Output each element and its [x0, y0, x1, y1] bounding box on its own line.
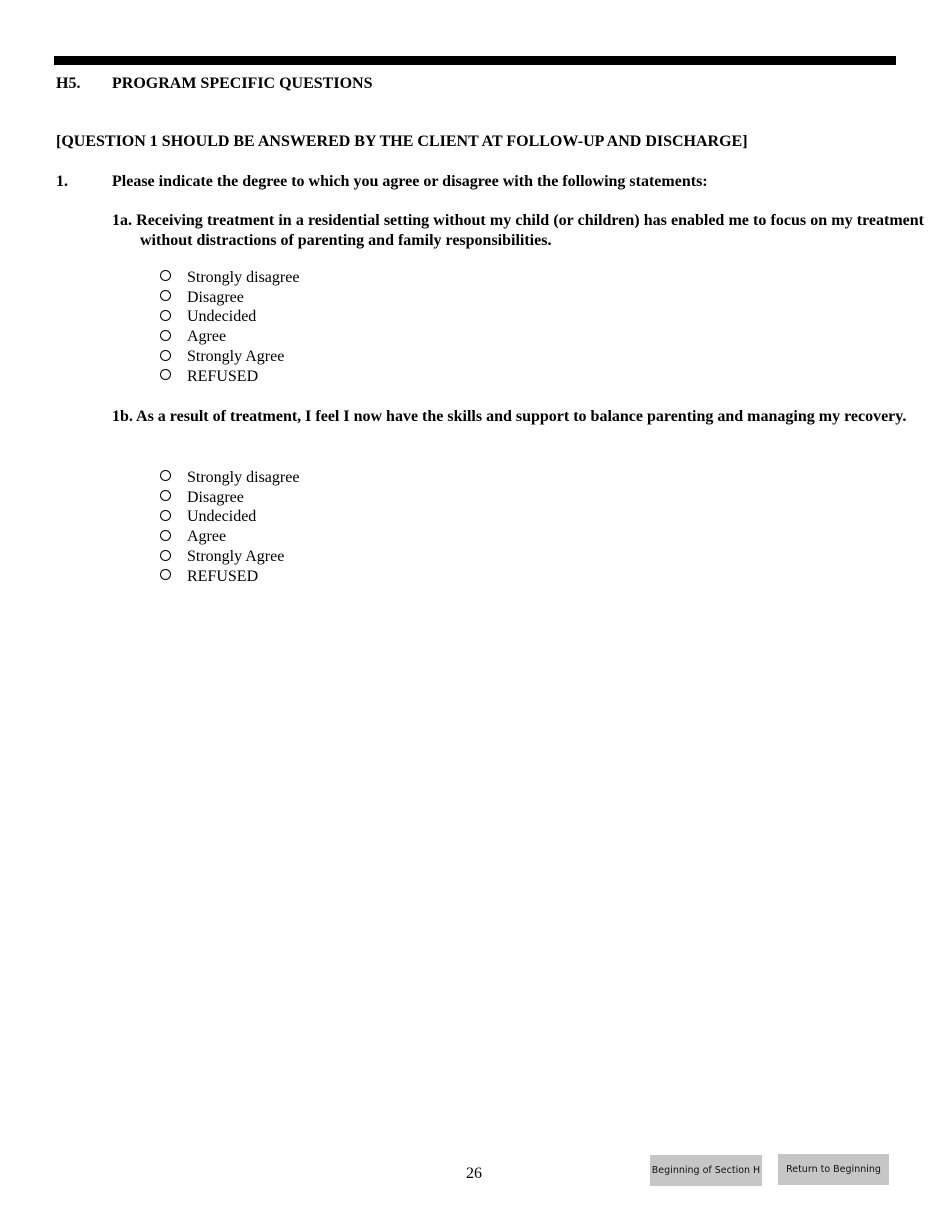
- option-agree: [160, 327, 299, 347]
- section-divider: [54, 56, 896, 65]
- subquestion-1a: 1a. Receiving treatment in a residential setting without my child (or children) has enabled me to focus on my treatment without distractions of parenting and family responsibilities.: [112, 212, 924, 249]
- radio-button[interactable]: [160, 510, 171, 521]
- question-number: 1.: [56, 173, 68, 190]
- radio-button[interactable]: [160, 369, 171, 380]
- section-number: H5.: [56, 75, 81, 92]
- radio-button[interactable]: [160, 490, 171, 501]
- options-1b: [160, 468, 299, 587]
- radio-button[interactable]: [160, 470, 171, 481]
- option-label: Strongly disagree: [187, 468, 300, 486]
- question-instruction: [QUESTION 1 SHOULD BE ANSWERED BY THE CLIENT AT FOLLOW-UP AND DISCHARGE]: [56, 133, 748, 150]
- option-label: Agree: [187, 328, 227, 346]
- option-strongly-disagree: [160, 268, 299, 288]
- option-label: Undecided: [187, 508, 257, 526]
- option-label: Disagree: [187, 288, 244, 306]
- option-disagree: [160, 288, 299, 308]
- option-label: Agree: [187, 528, 227, 546]
- page-number: 26: [466, 1165, 482, 1182]
- option-label: REFUSED: [187, 367, 259, 385]
- radio-button[interactable]: [160, 270, 171, 281]
- radio-button[interactable]: [160, 310, 171, 321]
- option-strongly-agree: [160, 547, 299, 567]
- radio-button[interactable]: [160, 290, 171, 301]
- option-label: Strongly disagree: [187, 268, 300, 286]
- beginning-of-section-button[interactable]: Beginning of Section H: [650, 1155, 762, 1186]
- option-label: Undecided: [187, 308, 257, 326]
- radio-button[interactable]: [160, 530, 171, 541]
- option-refused: [160, 367, 299, 387]
- radio-button[interactable]: [160, 350, 171, 361]
- section-title: PROGRAM SPECIFIC QUESTIONS: [112, 75, 373, 92]
- option-disagree: [160, 488, 299, 508]
- option-label: Strongly Agree: [187, 548, 285, 566]
- option-undecided: [160, 508, 299, 528]
- option-label: REFUSED: [187, 567, 259, 585]
- subquestion-1b: 1b. As a result of treatment, I feel I now have the skills and support to balance parenting and managing my recovery.: [112, 408, 907, 425]
- option-label: Disagree: [187, 488, 244, 506]
- question-text: Please indicate the degree to which you agree or disagree with the following statements:: [112, 173, 708, 190]
- option-agree: [160, 527, 299, 547]
- option-label: Strongly Agree: [187, 348, 285, 366]
- option-strongly-agree: [160, 347, 299, 367]
- options-1a: [160, 268, 299, 387]
- option-refused: [160, 567, 299, 587]
- option-strongly-disagree: [160, 468, 299, 488]
- radio-button[interactable]: [160, 569, 171, 580]
- radio-button[interactable]: [160, 330, 171, 341]
- radio-button[interactable]: [160, 550, 171, 561]
- return-to-beginning-button[interactable]: Return to Beginning: [778, 1154, 889, 1185]
- option-undecided: [160, 308, 299, 328]
